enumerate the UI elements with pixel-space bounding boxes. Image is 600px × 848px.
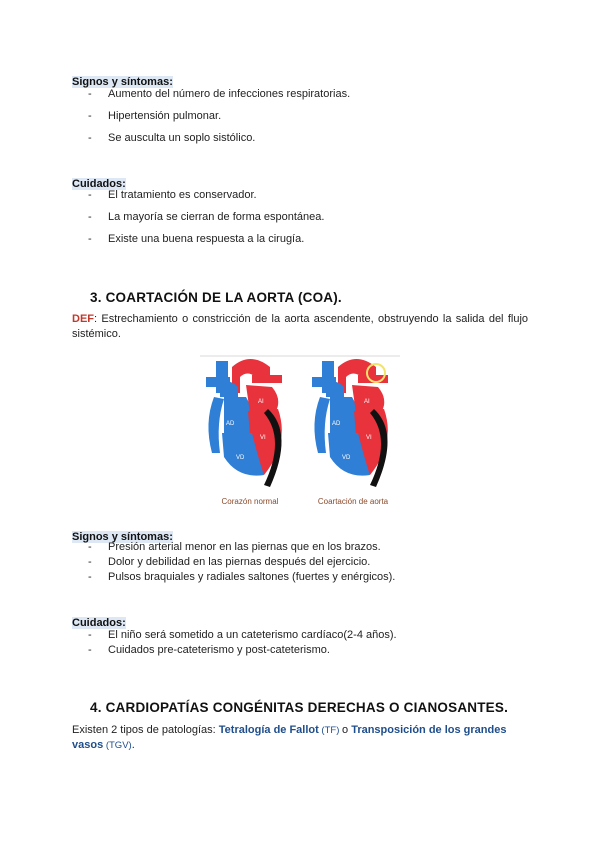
list-item: - La mayoría se cierran de forma espontánea. <box>88 211 324 233</box>
svg-text:VI: VI <box>260 435 266 441</box>
svg-text:VI: VI <box>366 435 372 441</box>
list-item: - Cuidados pre-cateterismo y post-cateterismo. <box>88 644 397 659</box>
term-tetralogia: Tetralogía de Fallot <box>218 724 319 736</box>
intro-suffix: . <box>131 739 135 751</box>
section-4-intro <box>72 723 530 753</box>
abbr-tf: (TF) <box>318 725 343 736</box>
coarctation-heart-illustration <box>312 359 388 487</box>
def-label: DEF <box>72 313 94 325</box>
list-item: - El niño será sometido a un cateterismo cardíaco(2-4 años). <box>88 629 397 644</box>
signs-title-3-text: Signos y síntomas: <box>72 531 173 543</box>
def-text: : Estrechamiento o constricción de la aorta ascendente, obstruyendo la salida del flujo sistémico. <box>72 313 528 340</box>
heart-figure <box>198 353 402 513</box>
section-4-heading: 4. CARDIOPATÍAS CONGÉNITAS DERECHAS O CIANOSANTES. <box>90 700 509 715</box>
term-transposicion: Transposición de los grandes vasos <box>72 724 507 751</box>
signs-list-a <box>88 88 350 154</box>
list-item: - Aumento del número de infecciones respiratorias. <box>88 88 350 110</box>
intro-connector: o <box>342 724 352 736</box>
care-title-a-text: Cuidados: <box>72 178 126 190</box>
caption-coarctation: Coartación de aorta <box>317 497 389 506</box>
svg-text:AD: AD <box>226 421 235 427</box>
care-title-3-text: Cuidados: <box>72 617 126 629</box>
list-item: - Existe una buena respuesta a la cirugía. <box>88 233 324 255</box>
svg-text:VD: VD <box>342 455 351 461</box>
section-3-heading: 3. COARTACIÓN DE LA AORTA (COA). <box>90 290 342 305</box>
svg-text:AD: AD <box>332 421 341 427</box>
signs-title-a-text: Signos y síntomas: <box>72 76 173 88</box>
care-list-3 <box>88 629 397 659</box>
intro-prefix: Existen 2 tipos de patologías: <box>72 724 219 736</box>
signs-list-3 <box>88 541 395 586</box>
care-list-a <box>88 189 324 255</box>
abbr-tgv: (TGV) <box>103 740 132 751</box>
definition-paragraph <box>72 312 528 342</box>
list-item: - El tratamiento es conservador. <box>88 189 324 211</box>
caption-normal-heart: Corazón normal <box>221 497 279 506</box>
list-item: - Pulsos braquiales y radiales saltones (fuertes y enérgicos). <box>88 571 395 586</box>
list-item: - Presión arterial menor en las piernas que en los brazos. <box>88 541 395 556</box>
normal-heart-illustration <box>206 359 282 487</box>
list-item: - Dolor y debilidad en las piernas después del ejercicio. <box>88 556 395 571</box>
svg-text:AI: AI <box>364 399 370 405</box>
svg-text:AI: AI <box>258 399 264 405</box>
list-item: - Se ausculta un soplo sistólico. <box>88 132 350 154</box>
list-item: - Hipertensión pulmonar. <box>88 110 350 132</box>
svg-text:VD: VD <box>236 455 245 461</box>
heart-diagram <box>198 353 402 513</box>
